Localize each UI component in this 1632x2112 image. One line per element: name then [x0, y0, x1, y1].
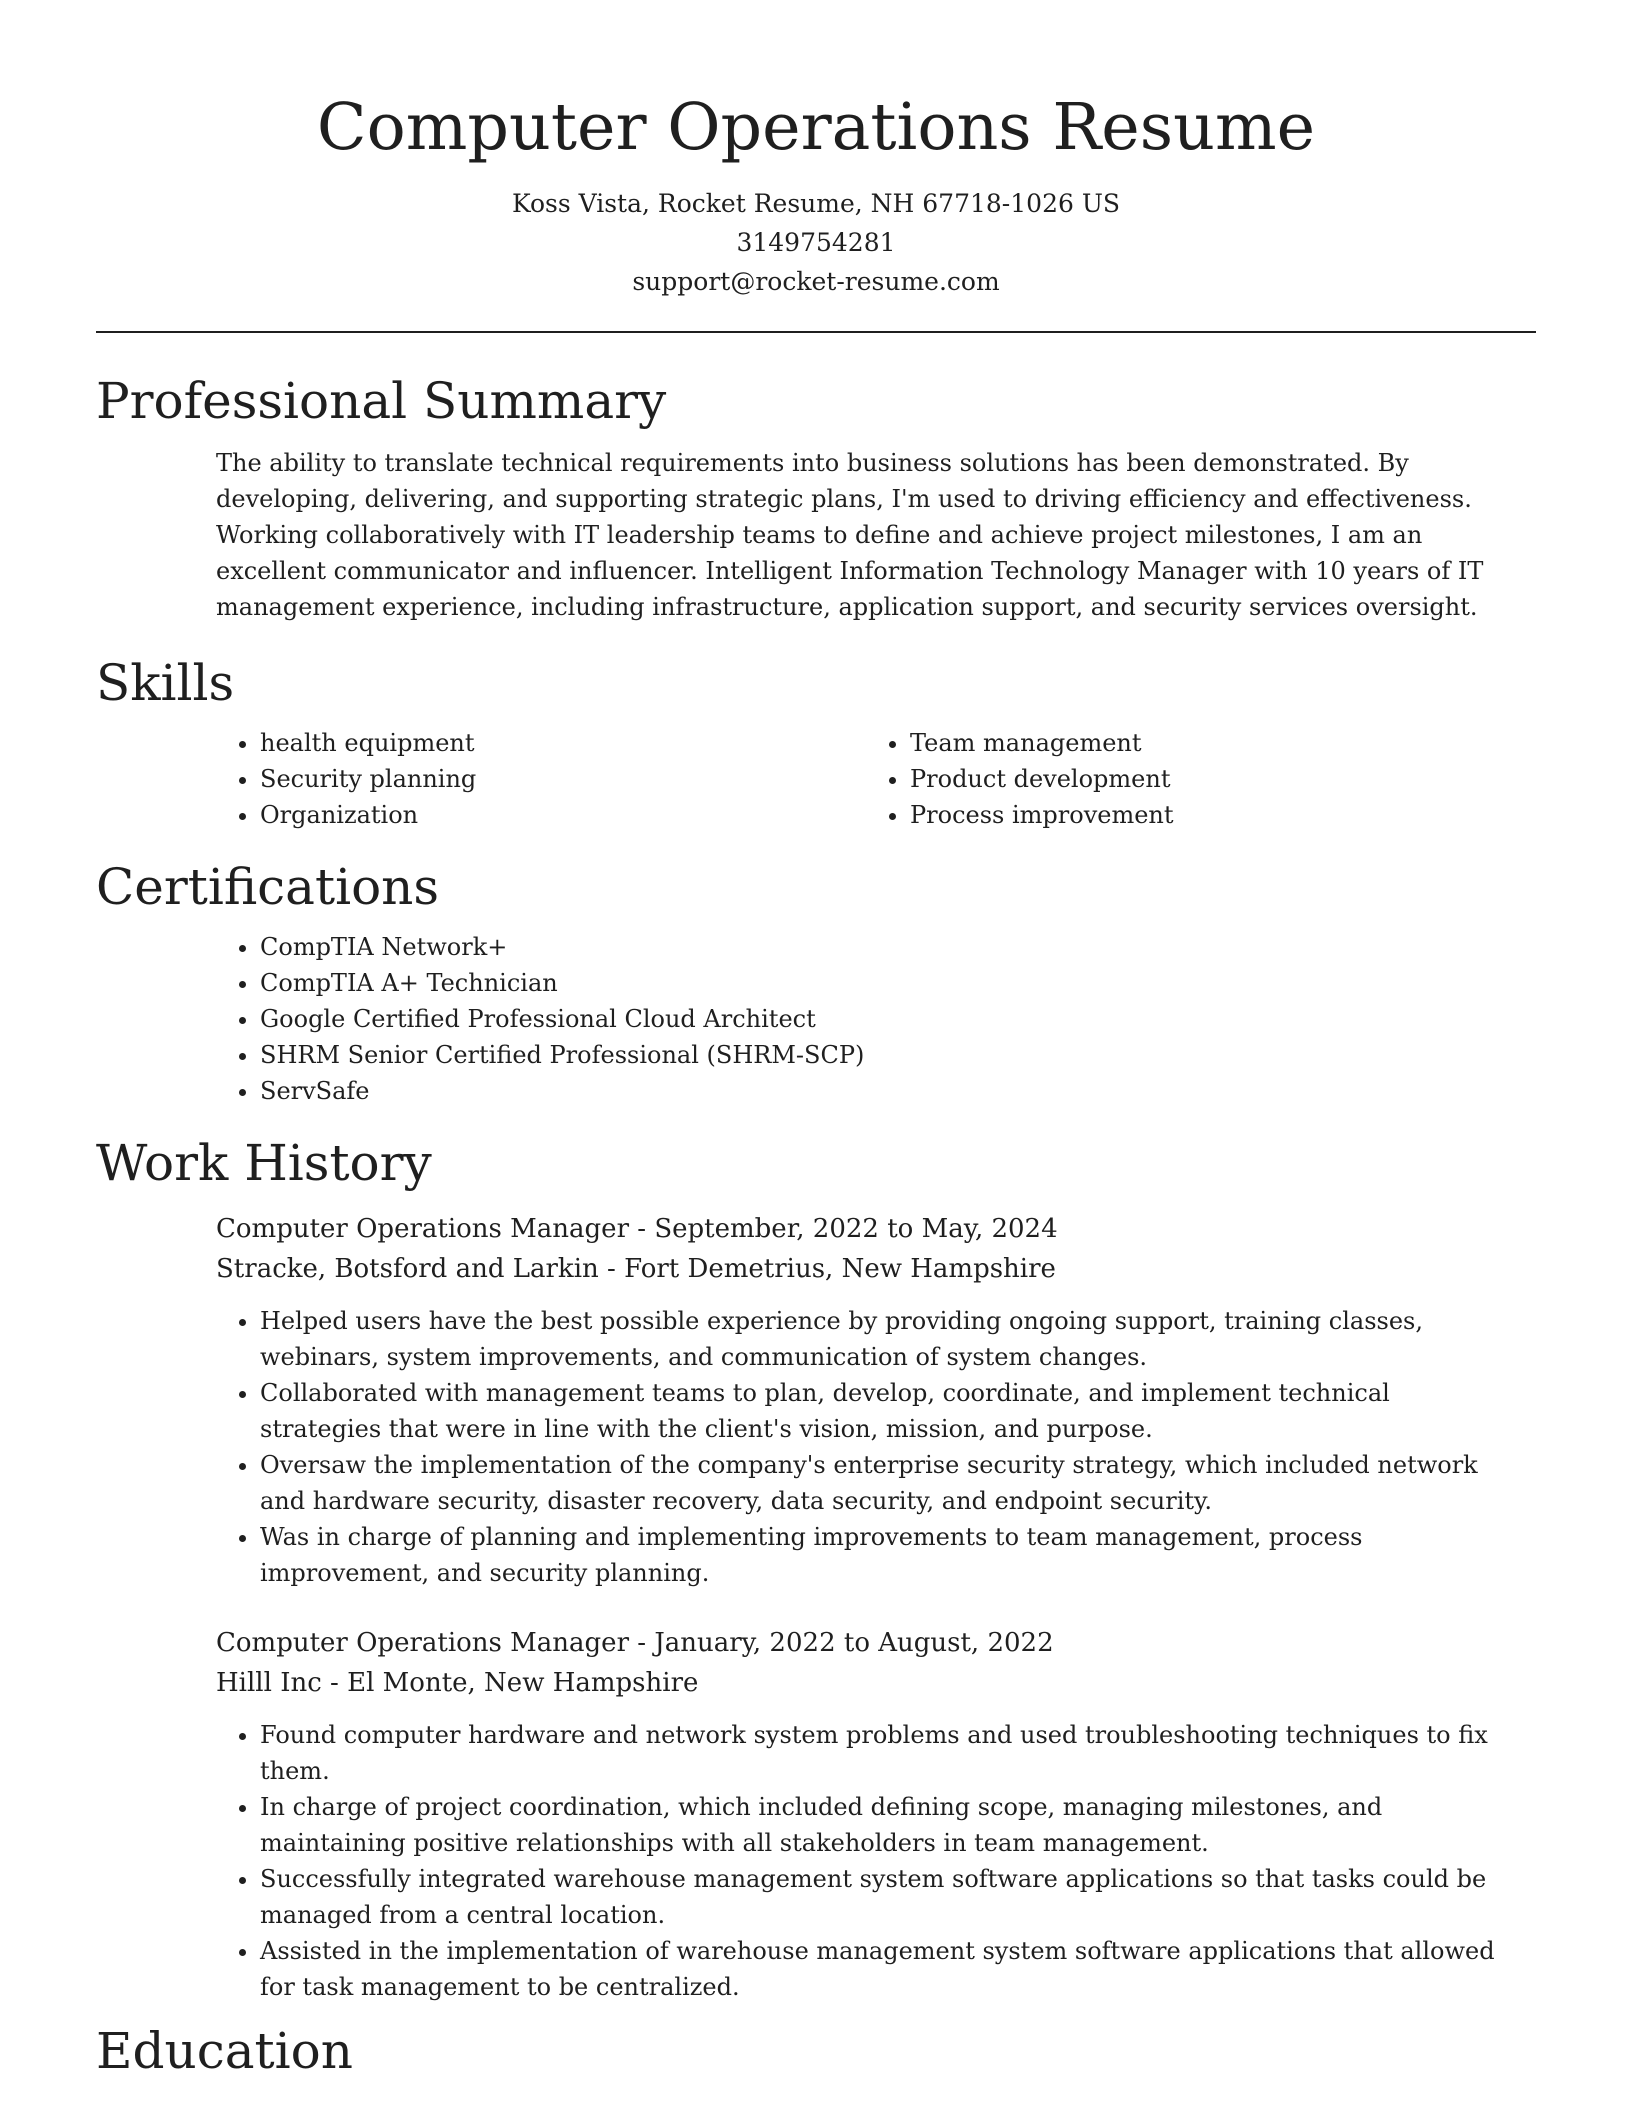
certification-item: • ServSafe	[260, 1073, 1536, 1109]
skill-item: • health equipment	[260, 725, 866, 761]
certification-item: • CompTIA A+ Technician	[260, 965, 1536, 1001]
certification-item: • CompTIA Network+	[260, 929, 1536, 965]
job-bullet: • Oversaw the implementation of the company's enterprise security strategy, which included network and hardware security, disaster recovery, data security, and endpoint security.	[260, 1447, 1512, 1519]
job-company: Hilll Inc	[216, 1668, 322, 1698]
job-bullets	[216, 1717, 1512, 2005]
skills-grid	[96, 725, 1536, 833]
job-bullets	[216, 1303, 1512, 1591]
job-title: Computer Operations Manager	[216, 1214, 629, 1244]
skills-column-right	[866, 725, 1516, 833]
job-bullet: • Found computer hardware and network system problems and used troubleshooting techniques to fix them.	[260, 1717, 1512, 1789]
job-location: Fort Demetrius, New Hampshire	[624, 1254, 1056, 1284]
skills-section	[96, 651, 1536, 833]
job-location: El Monte, New Hampshire	[347, 1668, 699, 1698]
separator: -	[321, 1668, 348, 1698]
skill-item: • Process improvement	[910, 797, 1516, 833]
certifications-heading: Certifications	[96, 858, 440, 916]
work-history-heading: Work History	[96, 1134, 432, 1192]
contact-block	[96, 184, 1536, 301]
summary-heading: Professional Summary	[96, 372, 667, 430]
summary-body	[96, 445, 1536, 625]
job-title-line	[216, 1623, 1536, 1663]
skills-column-left	[216, 725, 866, 833]
summary-text: The ability to translate technical requirements into business solutions has been demonstrated. By developing, delivering, and supporting strategic plans, I'm used to driving efficiency and effectiveness. Working collaboratively with IT leadership teams to define and achieve project milestones, I am an excellent communicator and influencer. Intelligent Information Technology Manager with 10 years of IT management experience, including infrastructure, application support, and security services oversight.	[216, 449, 1484, 621]
contact-phone: 3149754281	[736, 228, 896, 257]
education-heading: Education	[96, 2022, 353, 2080]
skill-item: • Organization	[260, 797, 866, 833]
skills-heading: Skills	[96, 654, 235, 712]
certification-item: • Google Certified Professional Cloud Architect	[260, 1001, 1536, 1037]
job-company-line	[216, 1663, 1536, 1703]
contact-email: support@rocket-resume.com	[632, 267, 1000, 296]
separator: -	[629, 1214, 655, 1244]
skill-item: • Team management	[910, 725, 1516, 761]
job-dates: September, 2022 to May, 2024	[654, 1214, 1058, 1244]
job-bullet: • Assisted in the implementation of warehouse management system software applications that allowed for task management to be centralized.	[260, 1933, 1512, 2005]
contact-address: Koss Vista, Rocket Resume, NH 67718-1026 US	[511, 189, 1121, 218]
certifications-list	[216, 929, 1536, 1109]
separator: -	[629, 1628, 655, 1658]
job-bullet: • Helped users have the best possible experience by providing ongoing support, training classes, webinars, system improvements, and communication of system changes.	[260, 1303, 1512, 1375]
skill-item: • Security planning	[260, 761, 866, 797]
certification-item: • SHRM Senior Certified Professional (SHRM-SCP)	[260, 1037, 1536, 1073]
job-dates: January, 2022 to August, 2022	[654, 1628, 1054, 1658]
job-bullet: • In charge of project coordination, which included defining scope, managing milestones, and maintaining positive relationships with all stakeholders in team management.	[260, 1789, 1512, 1861]
resume-title: Computer Operations Resume	[316, 90, 1316, 165]
work-history-section	[96, 1131, 1536, 2005]
job-title: Computer Operations Manager	[216, 1628, 629, 1658]
job-company-line	[216, 1249, 1536, 1289]
job-bullet: • Successfully integrated warehouse management system software applications so that tasks could be managed from a central location.	[260, 1861, 1512, 1933]
job-entry	[96, 1623, 1536, 2005]
job-title-line	[216, 1209, 1536, 1249]
certifications-section	[96, 855, 1536, 1109]
job-bullet: • Was in charge of planning and implementing improvements to team management, process improvement, and security planning.	[260, 1519, 1512, 1591]
header-divider	[96, 331, 1536, 333]
summary-section	[96, 369, 1536, 625]
job-entry	[96, 1209, 1536, 1591]
education-section	[96, 2019, 1536, 2083]
separator: -	[598, 1254, 625, 1284]
job-bullet: • Collaborated with management teams to plan, develop, coordinate, and implement technical strategies that were in line with the client's vision, mission, and purpose.	[260, 1375, 1512, 1447]
skill-item: • Product development	[910, 761, 1516, 797]
job-company: Stracke, Botsford and Larkin	[216, 1254, 599, 1284]
